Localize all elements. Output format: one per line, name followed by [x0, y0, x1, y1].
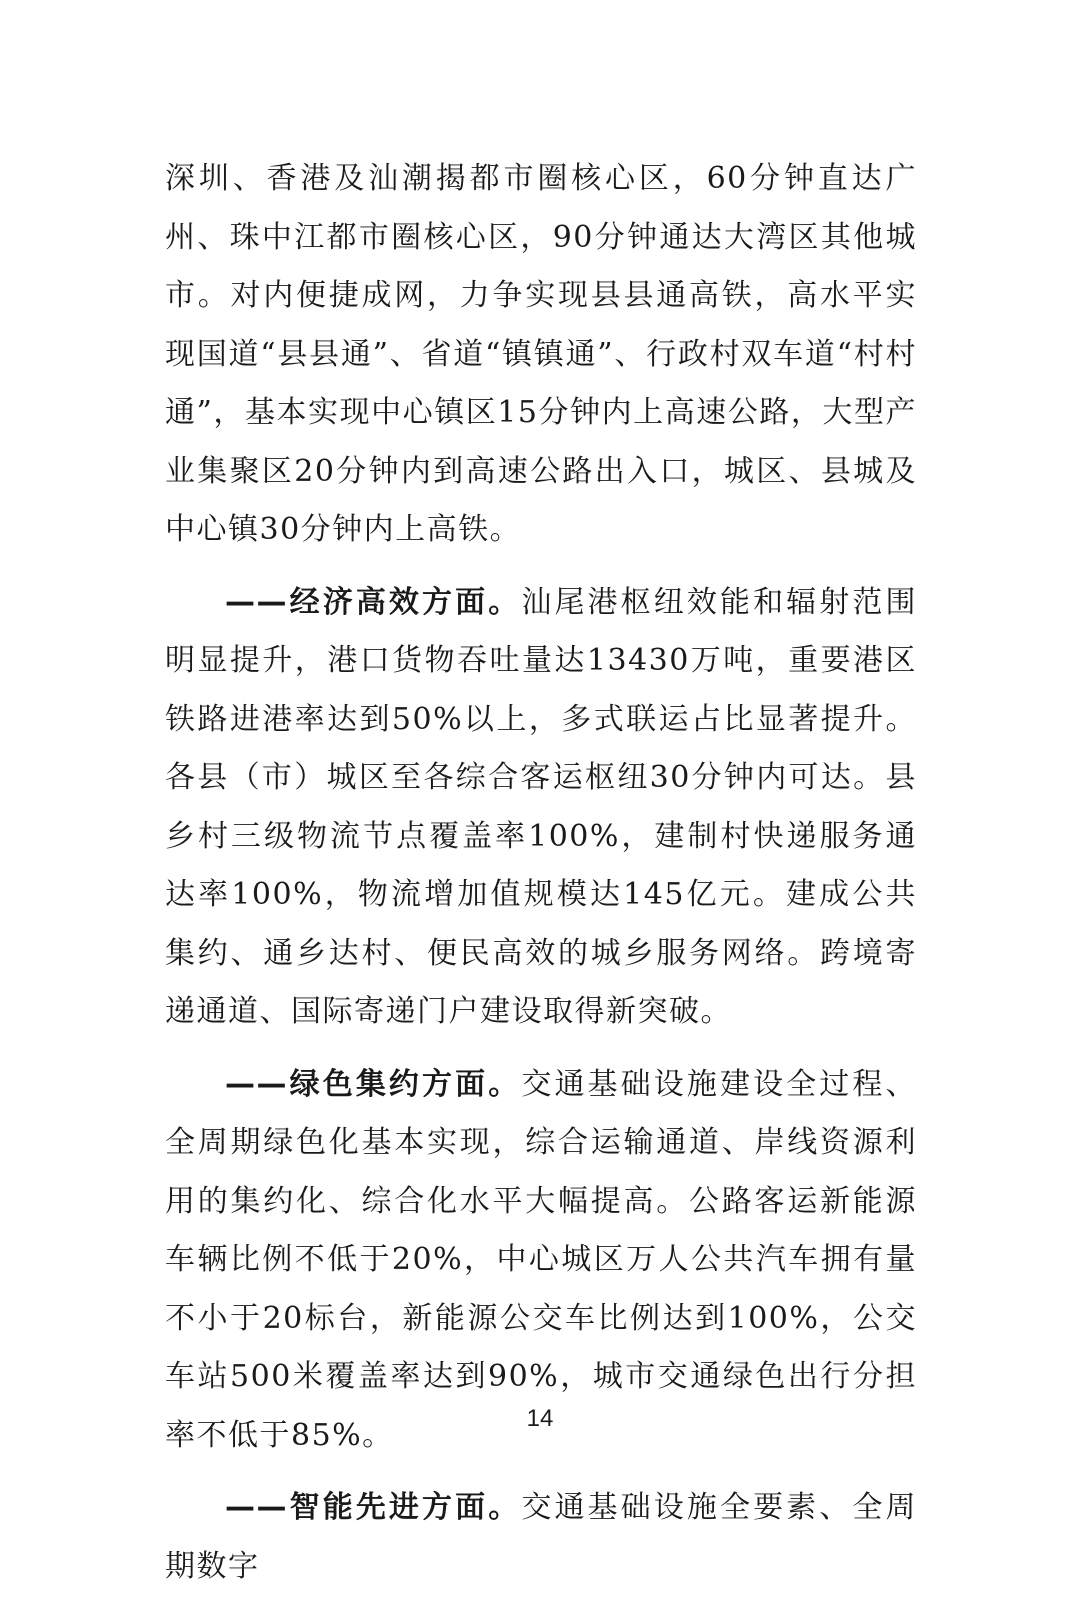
paragraph-text: 深圳、香港及汕潮揭都市圈核心区，60分钟直达广州、珠中江都市圈核心区，90分钟通达大湾区其他城市。对内便捷成网，力争实现县县通高铁，高水平实现国道“县县通”、省道“镇镇通”、行政村双车道“村村通”，基本实现中心镇区15分钟内上高速公路，大型产业集聚区20分钟内到高速公路出入口，城区、县城及中心镇30分钟内上高铁。 [165, 161, 917, 547]
body-text [165, 150, 917, 1610]
paragraph-text: 汕尾港枢纽效能和辐射范围明显提升，港口货物吞吐量达13430万吨，重要港区铁路进港率达到50%以上，多式联运占比显著提升。各县（市）城区至各综合客运枢纽30分钟内可达。县乡村三级物流节点覆盖率100%，建制村快递服务通达率100%，物流增加值规模达145亿元。建成公共集约、通乡达村、便民高效的城乡服务网络。跨境寄递通道、国际寄递门户建设取得新突破。 [165, 584, 918, 1029]
paragraph-text: 交通基础设施建设全过程、全周期绿色化基本实现，综合运输通道、岸线资源利用的集约化、综合化水平大幅提高。公路客运新能源车辆比例不低于20%，中心城区万人公共汽车拥有量不小于20标台，新能源公交车比例达到100%，公交车站500米覆盖率达到90%，城市交通绿色出行分担率不低于85%。 [165, 1066, 918, 1453]
paragraph-economic-efficiency [165, 574, 917, 1042]
paragraph-heading: ——智能先进方面。 [225, 1490, 522, 1525]
paragraph-heading: ——经济高效方面。 [225, 584, 522, 620]
paragraph-connectivity [165, 150, 917, 560]
paragraph-text: 交通基础设施全要素、全周期数字 [165, 1490, 918, 1584]
paragraph-smart-advanced [165, 1479, 917, 1596]
paragraph-heading: ——绿色集约方面。 [225, 1066, 522, 1102]
page-number: 14 [526, 1405, 554, 1432]
paragraph-green-intensive [165, 1056, 917, 1466]
